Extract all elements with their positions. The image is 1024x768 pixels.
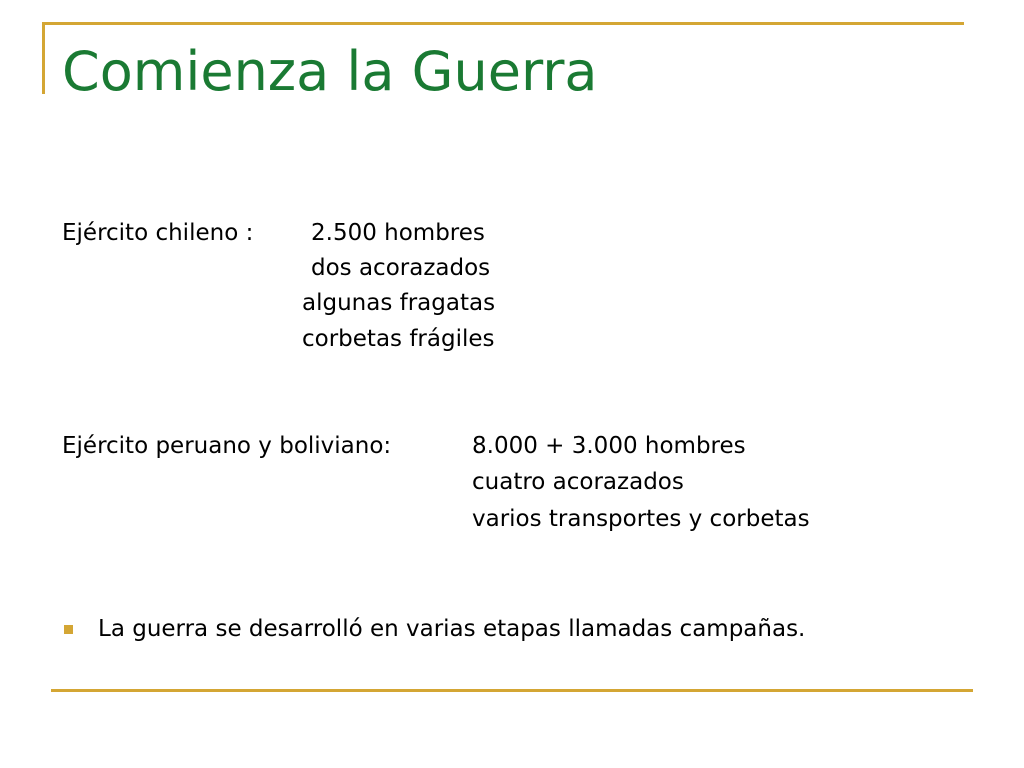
chile-army-item: dos acorazados [311, 255, 491, 281]
chile-army-label: Ejército chileno : [62, 220, 254, 246]
left-border-rule [42, 22, 45, 94]
chile-army-item: corbetas frágiles [302, 326, 495, 352]
chile-army-item: 2.500 hombres [311, 220, 485, 246]
top-border-rule [42, 22, 964, 25]
peru-bolivia-army-item: varios transportes y corbetas [472, 506, 810, 532]
peru-bolivia-army-item: cuatro acorazados [472, 469, 684, 495]
peru-bolivia-army-label: Ejército peruano y boliviano: [62, 433, 392, 459]
bottom-border-rule [51, 689, 973, 692]
chile-army-item: algunas fragatas [302, 290, 496, 316]
square-bullet-icon [64, 625, 73, 634]
slide-title: Comienza la Guerra [62, 40, 598, 103]
peru-bolivia-army-item: 8.000 + 3.000 hombres [472, 433, 746, 459]
bullet-text: La guerra se desarrolló en varias etapas llamadas campañas. [98, 616, 806, 642]
